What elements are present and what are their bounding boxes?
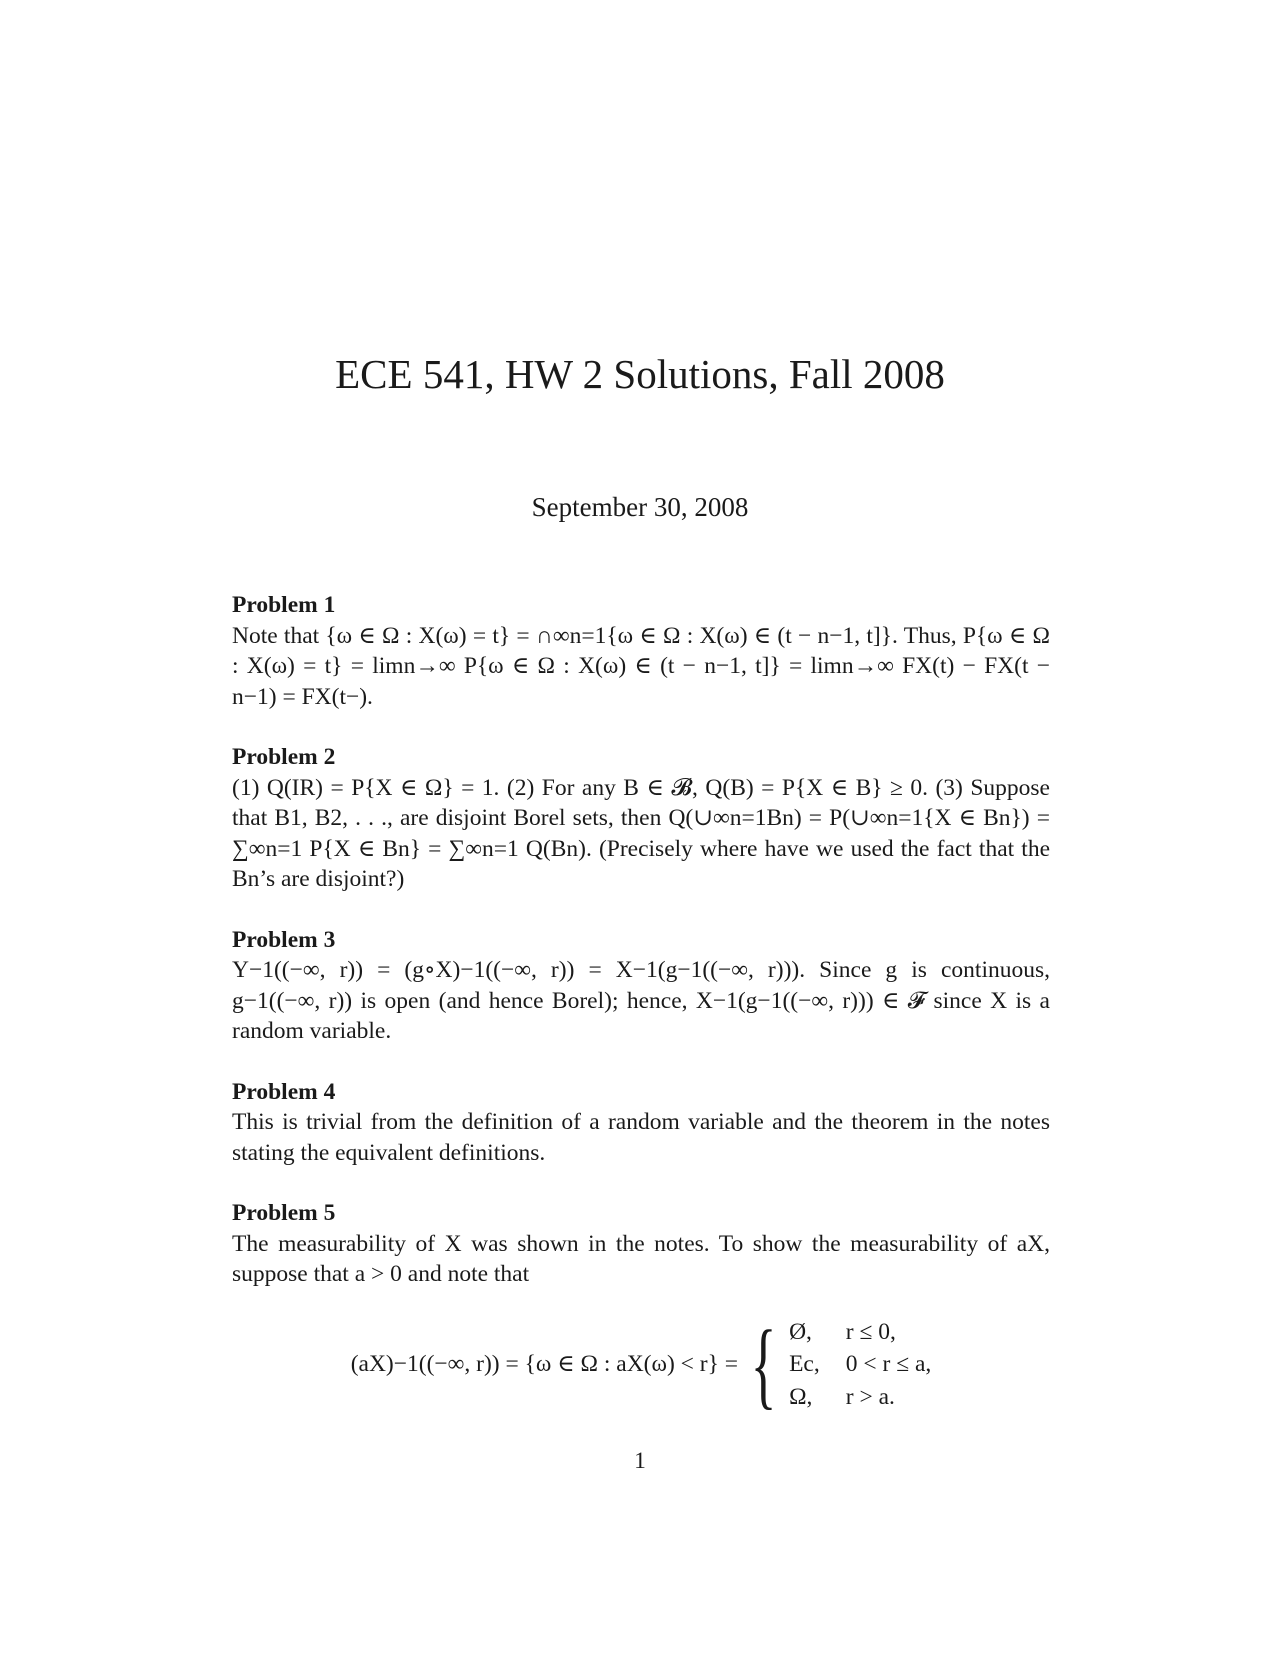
document-title: ECE 541, HW 2 Solutions, Fall 2008 [335, 351, 945, 397]
problem-text: (1) Q(IR) = P{X ∈ Ω} = 1. (2) For any B ∈ 𝓑, Q(B) = P{X ∈ B} ≥ 0. (3) Suppose that B1, B2, . . ., are disjoint Borel sets, then Q(∪∞n=1Bn) = P(∪∞n=1{X ∈ Bn}) = ∑∞n=1 P{X ∈ Bn} = ∑∞n=1 Q(Bn). (Precisely where have we used the fact that the Bn’s are disjoint?) [232, 774, 1050, 892]
problem-4 [232, 1077, 1050, 1169]
left-brace-icon: { [750, 1310, 777, 1419]
display-equation [232, 1310, 1050, 1419]
problem-3 [232, 925, 1050, 1047]
problem-heading: Problem 4 [232, 1078, 336, 1105]
page-number: 1 [634, 1448, 646, 1474]
problem-heading: Problem 5 [232, 1200, 336, 1226]
case-value: Ø, [789, 1318, 812, 1345]
case-condition: r > a. [845, 1383, 895, 1410]
problem-text: This is trivial from the definition of a random variable and the theorem in the notes stating the equivalent definitions. [232, 1109, 1050, 1166]
problem-text: Note that {ω ∈ Ω : X(ω) = t} = ∩∞n=1{ω ∈ Ω : X(ω) ∈ (t − n−1, t]}. Thus, P{ω ∈ Ω : X(ω) = t} = limn→∞ P{ω ∈ Ω : X(ω) ∈ (t − n−1, t]} = limn→∞ FX(t) − FX(t − n−1) = FX(t−). [232, 622, 1050, 710]
case-value: Ω, [789, 1383, 813, 1410]
case-value: Ec, [789, 1351, 820, 1378]
problem-heading: Problem 3 [232, 926, 336, 953]
problem-1 [232, 590, 1050, 712]
document-body [232, 590, 1050, 1444]
case-condition: 0 < r ≤ a, [845, 1351, 932, 1378]
problem-text: The measurability of X was shown in the notes. To show the measurability of aX, suppose that a > 0 and note that [232, 1230, 1050, 1287]
document-date: September 30, 2008 [531, 492, 749, 522]
problem-5 [232, 1198, 1050, 1419]
problem-heading: Problem 1 [232, 592, 336, 618]
problem-text: Y−1((−∞, r)) = (g∘X)−1((−∞, r)) = X−1(g−1((−∞, r))). Since g is continuous, g−1((−∞, r)) is open (and hence Borel); hence, X−1(g−1((−∞, r))) ∈ 𝓕 since X is a random variable. [232, 957, 1050, 1044]
case-condition: r ≤ 0, [845, 1318, 896, 1345]
equation-lhs: (aX)−1((−∞, r)) = {ω ∈ Ω : aX(ω) < r} = [350, 1351, 739, 1378]
problem-heading: Problem 2 [232, 744, 336, 770]
equation-cases [789, 1317, 931, 1413]
problem-2 [232, 742, 1050, 895]
